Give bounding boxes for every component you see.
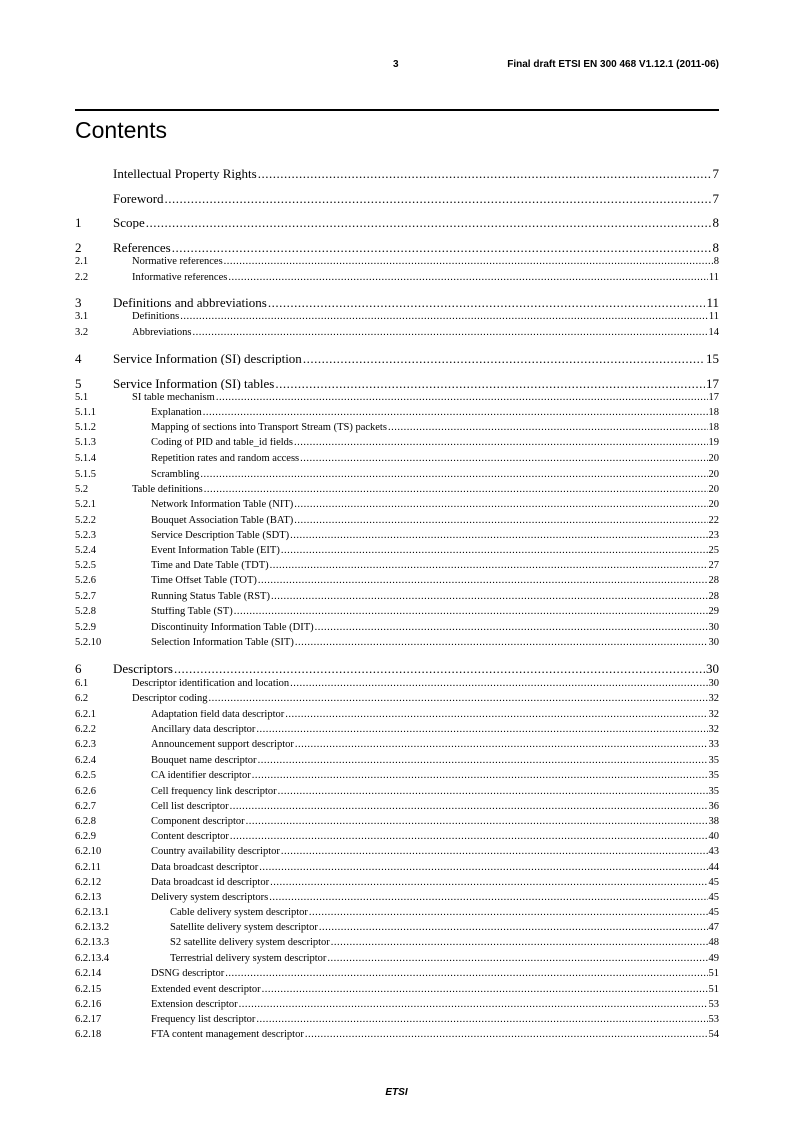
toc-entry-page: 14 <box>708 328 719 338</box>
toc-entry-title: Coding of PID and table_id fields <box>151 438 294 448</box>
toc-entry-number: 4 <box>75 352 82 365</box>
toc-entry-page: 28 <box>708 592 719 602</box>
toc-dot-leader <box>262 985 708 996</box>
toc-entry-page: 45 <box>708 893 719 903</box>
toc-entry-number: 6.2 <box>75 694 89 704</box>
toc-entry-number: 6.2.7 <box>75 802 96 812</box>
toc-dot-leader <box>281 546 708 557</box>
toc-entry-title: Network Information Table (NIT) <box>151 500 294 510</box>
toc-entry[interactable] <box>75 893 719 904</box>
toc-entry[interactable] <box>75 771 719 782</box>
footer-etsi: ETSI <box>385 1087 408 1098</box>
toc-entry-title: Definitions <box>132 312 180 322</box>
toc-entry[interactable] <box>75 740 719 751</box>
toc-entry-number: 3.1 <box>75 312 89 322</box>
toc-entry-page: 20 <box>708 454 719 464</box>
toc-dot-leader <box>295 740 708 751</box>
toc-entry-title: Running Status Table (RST) <box>151 592 270 602</box>
toc-dot-leader <box>165 192 712 205</box>
toc-entry-page: 51 <box>708 985 719 995</box>
toc-entry-page: 38 <box>708 817 719 827</box>
toc-dot-leader <box>172 241 712 254</box>
toc-dot-leader <box>246 817 708 828</box>
toc-entry[interactable] <box>75 454 719 465</box>
toc-entry-page: 40 <box>708 832 719 842</box>
toc-dot-leader <box>259 863 707 874</box>
toc-entry-page: 11 <box>708 273 719 283</box>
toc-entry-number: 2 <box>75 241 82 254</box>
toc-entry-number: 5.2 <box>75 485 89 495</box>
toc-entry[interactable] <box>75 546 719 557</box>
toc-entry[interactable] <box>75 863 719 874</box>
toc-entry-number: 5.1.2 <box>75 423 96 433</box>
toc-entry[interactable] <box>75 832 719 843</box>
toc-entry[interactable] <box>75 592 719 603</box>
toc-entry-page: 36 <box>708 802 719 812</box>
toc-entry[interactable] <box>75 756 719 767</box>
toc-entry-title: Service Information (SI) description <box>113 352 302 365</box>
toc-entry-page: 33 <box>708 740 719 750</box>
toc-entry-number: 6.2.2 <box>75 725 96 735</box>
toc-entry-number: 5.2.2 <box>75 516 96 526</box>
toc-entry-title: Scrambling <box>151 470 200 480</box>
toc-entry-title: Descriptors <box>113 662 173 675</box>
toc-entry-title: Ancillary data descriptor <box>151 725 256 735</box>
toc-entry-page: 29 <box>708 607 719 617</box>
toc-entry-page: 35 <box>708 756 719 766</box>
toc-entry-page: 44 <box>708 863 719 873</box>
toc-entry-page: 20 <box>708 470 719 480</box>
toc-dot-leader <box>269 893 707 904</box>
toc-entry-number: 6.2.13.4 <box>75 954 110 964</box>
toc-entry-number: 1 <box>75 216 82 229</box>
toc-entry-title: Bouquet Association Table (BAT) <box>151 516 294 526</box>
toc-entry-number: 5.2.7 <box>75 592 96 602</box>
toc-entry-title: Country availability descriptor <box>151 847 280 857</box>
toc-entry[interactable] <box>75 908 719 919</box>
toc-entry-number: 6.2.12 <box>75 878 102 888</box>
toc-entry-title: FTA content management descriptor <box>151 1030 304 1040</box>
toc-entry-title: Data broadcast descriptor <box>151 863 259 873</box>
toc-dot-leader <box>256 1015 707 1026</box>
toc-entry-number: 6.2.15 <box>75 985 102 995</box>
toc-entry-number: 6.2.18 <box>75 1030 102 1040</box>
toc-entry-page: 19 <box>708 438 719 448</box>
toc-entry[interactable] <box>75 312 719 323</box>
toc-entry-title: Extension descriptor <box>151 1000 238 1010</box>
toc-entry[interactable] <box>75 1030 719 1041</box>
toc-dot-leader <box>315 623 708 634</box>
toc-entry-number: 5.2.3 <box>75 531 96 541</box>
toc-entry-page: 53 <box>708 1015 719 1025</box>
toc-entry[interactable] <box>75 576 719 587</box>
toc-entry-title: Bouquet name descriptor <box>151 756 257 766</box>
toc-entry[interactable] <box>75 623 719 634</box>
toc-entry-page: 45 <box>708 878 719 888</box>
toc-entry[interactable] <box>75 710 719 721</box>
toc-entry-number: 6.2.9 <box>75 832 96 842</box>
toc-entry[interactable] <box>75 470 719 481</box>
toc-entry-number: 5.2.10 <box>75 638 102 648</box>
toc-dot-leader <box>285 710 707 721</box>
toc-entry[interactable] <box>75 257 719 268</box>
toc-entry-number: 6.2.13.3 <box>75 938 110 948</box>
toc-dot-leader <box>204 485 708 496</box>
toc-entry[interactable] <box>75 561 719 572</box>
toc-dot-leader <box>300 454 707 465</box>
toc-entry-number: 6.1 <box>75 679 89 689</box>
toc-entry-number: 5.2.4 <box>75 546 96 556</box>
toc-dot-leader <box>203 408 708 419</box>
toc-entry-title: Cell list descriptor <box>151 802 229 812</box>
toc-entry-title: Announcement support descriptor <box>151 740 294 750</box>
toc-entry-title: Explanation <box>151 408 202 418</box>
toc-dot-leader <box>331 938 708 949</box>
toc-dot-leader <box>258 756 708 767</box>
toc-entry[interactable] <box>75 1000 719 1011</box>
toc-dot-leader <box>252 771 708 782</box>
toc-entry-title: Repetition rates and random access <box>151 454 300 464</box>
toc-entry-page: 11 <box>708 312 719 322</box>
toc-entry-title: Normative references <box>132 257 223 267</box>
toc-entry-number: 6.2.5 <box>75 771 96 781</box>
toc-entry-title: Abbreviations <box>132 328 192 338</box>
toc-entry[interactable] <box>75 377 719 390</box>
toc-entry-page: 7 <box>712 192 719 205</box>
toc-dot-leader <box>193 328 708 339</box>
toc-entry-page: 43 <box>708 847 719 857</box>
toc-entry-page: 35 <box>708 771 719 781</box>
toc-entry-title: Discontinuity Information Table (DIT) <box>151 623 314 633</box>
toc-entry-title: Cell frequency link descriptor <box>151 787 277 797</box>
toc-entry-number: 5.2.9 <box>75 623 96 633</box>
toc-entry-number: 6.2.14 <box>75 969 102 979</box>
toc-entry-title: DSNG descriptor <box>151 969 225 979</box>
toc-entry-page: 8 <box>712 216 719 229</box>
toc-dot-leader <box>174 662 705 675</box>
toc-entry[interactable] <box>75 438 719 449</box>
toc-entry-title: Event Information Table (EIT) <box>151 546 280 556</box>
toc-dot-leader <box>290 679 707 690</box>
toc-entry-title: Mapping of sections into Transport Stream (TS) packets <box>151 423 387 433</box>
toc-entry-number: 6.2.1 <box>75 710 96 720</box>
toc-entry[interactable] <box>75 847 719 858</box>
toc-entry-title: SI table mechanism <box>132 393 215 403</box>
toc-entry-page: 30 <box>708 638 719 648</box>
toc-entry[interactable] <box>75 408 719 419</box>
toc-dot-leader <box>271 592 708 603</box>
toc-entry-page: 23 <box>708 531 719 541</box>
toc-entry[interactable] <box>75 241 719 254</box>
toc-entry-page: 32 <box>708 710 719 720</box>
toc-entry-page: 48 <box>708 938 719 948</box>
toc-entry-title: Descriptor identification and location <box>132 679 290 689</box>
toc-entry-title: Service Description Table (SDT) <box>151 531 290 541</box>
toc-entry-page: 32 <box>708 725 719 735</box>
toc-entry-page: 54 <box>708 1030 719 1040</box>
toc-entry-number: 2.2 <box>75 273 89 283</box>
toc-entry-title: Descriptor coding <box>132 694 208 704</box>
toc-entry-title: Delivery system descriptors <box>151 893 269 903</box>
toc-entry-number: 6 <box>75 662 82 675</box>
toc-entry-page: 32 <box>708 694 719 704</box>
toc-entry-number: 6.2.16 <box>75 1000 102 1010</box>
toc-entry-title: Data broadcast id descriptor <box>151 878 270 888</box>
toc-entry-title: Service Information (SI) tables <box>113 377 275 390</box>
toc-dot-leader <box>275 377 705 390</box>
toc-entry[interactable] <box>75 352 719 365</box>
toc-dot-leader <box>295 638 708 649</box>
toc-entry[interactable] <box>75 1015 719 1026</box>
toc-entry[interactable] <box>75 787 719 798</box>
toc-entry-number: 5.1.4 <box>75 454 96 464</box>
toc-entry-page: 49 <box>708 954 719 964</box>
toc-entry-title: Cable delivery system descriptor <box>170 908 308 918</box>
toc-entry-number: 2.1 <box>75 257 89 267</box>
toc-dot-leader <box>270 878 707 889</box>
toc-entry-number: 5.2.1 <box>75 500 96 510</box>
toc-entry-number: 6.2.4 <box>75 756 96 766</box>
toc-entry[interactable] <box>75 328 719 339</box>
toc-entry[interactable] <box>75 694 719 705</box>
toc-entry-page: 25 <box>708 546 719 556</box>
toc-entry-page: 11 <box>706 296 719 309</box>
toc-entry-title: Selection Information Table (SIT) <box>151 638 294 648</box>
toc-dot-leader <box>268 296 706 309</box>
toc-dot-leader <box>281 847 708 858</box>
toc-entry-number: 6.2.6 <box>75 787 96 797</box>
toc-dot-leader <box>256 725 707 736</box>
toc-entry-number: 6.2.13.1 <box>75 908 110 918</box>
toc-entry[interactable] <box>75 607 719 618</box>
toc-entry-number: 3.2 <box>75 328 89 338</box>
toc-entry-number: 6.2.11 <box>75 863 101 873</box>
toc-entry-title: Foreword <box>113 192 164 205</box>
toc-entry-number: 5 <box>75 377 82 390</box>
toc-dot-leader <box>258 576 708 587</box>
toc-dot-leader <box>258 167 712 180</box>
toc-dot-leader <box>388 423 708 434</box>
toc-entry-title: References <box>113 241 171 254</box>
toc-entry-number: 6.2.10 <box>75 847 102 857</box>
toc-entry[interactable] <box>75 296 719 309</box>
toc-dot-leader <box>239 1000 708 1011</box>
toc-dot-leader <box>303 352 705 365</box>
toc-entry-page: 53 <box>708 1000 719 1010</box>
toc-entry[interactable] <box>75 393 719 404</box>
toc-entry-page: 20 <box>708 485 719 495</box>
toc-entry[interactable] <box>75 216 719 229</box>
toc-entry-title: Time and Date Table (TDT) <box>151 561 269 571</box>
contents-heading: Contents <box>75 117 168 143</box>
toc-dot-leader <box>278 787 708 798</box>
toc-entry-page: 28 <box>708 576 719 586</box>
toc-dot-leader <box>146 216 712 229</box>
toc-entry-number: 5.2.8 <box>75 607 96 617</box>
toc-entry-number: 5.2.6 <box>75 576 96 586</box>
toc-entry-page: 27 <box>708 561 719 571</box>
toc-dot-leader <box>294 438 707 449</box>
toc-dot-leader <box>228 273 708 284</box>
toc-dot-leader <box>234 607 708 618</box>
toc-entry-title: Stuffing Table (ST) <box>151 607 233 617</box>
toc-entry[interactable] <box>75 923 719 934</box>
toc-entry-number: 6.2.8 <box>75 817 96 827</box>
toc-dot-leader <box>309 908 708 919</box>
toc-entry-page: 51 <box>708 969 719 979</box>
toc-dot-leader <box>200 470 707 481</box>
toc-dot-leader <box>224 257 713 268</box>
toc-entry-title: Adaptation field data descriptor <box>151 710 285 720</box>
toc-dot-leader <box>305 1030 708 1041</box>
toc-entry[interactable] <box>75 817 719 828</box>
toc-entry-page: 7 <box>712 167 719 180</box>
toc-dot-leader <box>270 561 708 572</box>
toc-entry-page: 17 <box>708 393 719 403</box>
toc-entry-title: Content descriptor <box>151 832 229 842</box>
toc-dot-leader <box>230 832 708 843</box>
toc-dot-leader <box>294 516 707 527</box>
toc-entry-number: 6.2.13.2 <box>75 923 110 933</box>
toc-entry-title: Component descriptor <box>151 817 245 827</box>
toc-entry[interactable] <box>75 679 719 690</box>
toc-dot-leader <box>319 923 708 934</box>
toc-dot-leader <box>216 393 708 404</box>
toc-entry[interactable] <box>75 192 719 205</box>
toc-entry-title: Frequency list descriptor <box>151 1015 256 1025</box>
toc-entry-number: 3 <box>75 296 82 309</box>
toc-entry[interactable] <box>75 878 719 889</box>
toc-entry-title: Extended event descriptor <box>151 985 261 995</box>
toc-entry-number: 5.1 <box>75 393 89 403</box>
toc-entry-title: Intellectual Property Rights <box>113 167 257 180</box>
toc-entry[interactable] <box>75 273 719 284</box>
toc-entry-title: S2 satellite delivery system descriptor <box>170 938 330 948</box>
document-title: Final draft ETSI EN 300 468 V1.12.1 (2011-06) <box>507 59 719 70</box>
toc-entry-number: 5.1.5 <box>75 470 96 480</box>
toc-entry-title: CA identifier descriptor <box>151 771 251 781</box>
toc-entry-page: 8 <box>712 241 719 254</box>
toc-entry-page: 18 <box>708 423 719 433</box>
toc-entry-number: 5.2.5 <box>75 561 96 571</box>
toc-entry[interactable] <box>75 500 719 511</box>
toc-entry-number: 6.2.3 <box>75 740 96 750</box>
toc-dot-leader <box>180 312 708 323</box>
toc-entry[interactable] <box>75 167 719 180</box>
toc-entry-page: 8 <box>713 257 719 267</box>
toc-entry[interactable] <box>75 662 719 675</box>
toc-entry-page: 17 <box>706 377 719 390</box>
toc-dot-leader <box>290 531 707 542</box>
toc-entry-title: Time Offset Table (TOT) <box>151 576 257 586</box>
toc-entry-title: Definitions and abbreviations <box>113 296 267 309</box>
toc-entry[interactable] <box>75 638 719 649</box>
toc-entry[interactable] <box>75 725 719 736</box>
toc-entry-number: 6.2.13 <box>75 893 102 903</box>
toc-dot-leader <box>230 802 708 813</box>
toc-entry-page: 22 <box>708 516 719 526</box>
page-number: 3 <box>393 59 399 70</box>
toc-entry[interactable] <box>75 938 719 949</box>
toc-dot-leader <box>209 694 708 705</box>
toc-entry[interactable] <box>75 969 719 980</box>
toc-entry-page: 18 <box>708 408 719 418</box>
toc-entry[interactable] <box>75 954 719 965</box>
toc-entry[interactable] <box>75 485 719 496</box>
toc-entry-page: 35 <box>708 787 719 797</box>
toc-entry[interactable] <box>75 985 719 996</box>
toc-entry-title: Scope <box>113 216 145 229</box>
toc-entry-page: 30 <box>708 623 719 633</box>
toc-entry-page: 15 <box>706 352 719 365</box>
toc-entry-page: 30 <box>708 679 719 689</box>
toc-entry-page: 47 <box>708 923 719 933</box>
toc-dot-leader <box>294 500 707 511</box>
toc-entry-title: Terrestrial delivery system descriptor <box>170 954 327 964</box>
toc-entry-page: 45 <box>708 908 719 918</box>
toc-entry-title: Informative references <box>132 273 228 283</box>
toc-entry-number: 5.1.1 <box>75 408 96 418</box>
toc-entry-title: Table definitions <box>132 485 203 495</box>
toc-dot-leader <box>327 954 707 965</box>
toc-entry-number: 6.2.17 <box>75 1015 102 1025</box>
toc-entry-number: 5.1.3 <box>75 438 96 448</box>
toc-entry[interactable] <box>75 423 719 434</box>
toc-entry-page: 30 <box>706 662 719 675</box>
toc-entry-page: 20 <box>708 500 719 510</box>
toc-entry[interactable] <box>75 802 719 813</box>
toc-entry-title: Satellite delivery system descriptor <box>170 923 318 933</box>
toc-dot-leader <box>225 969 707 980</box>
toc-entry[interactable] <box>75 516 719 527</box>
toc-entry[interactable] <box>75 531 719 542</box>
